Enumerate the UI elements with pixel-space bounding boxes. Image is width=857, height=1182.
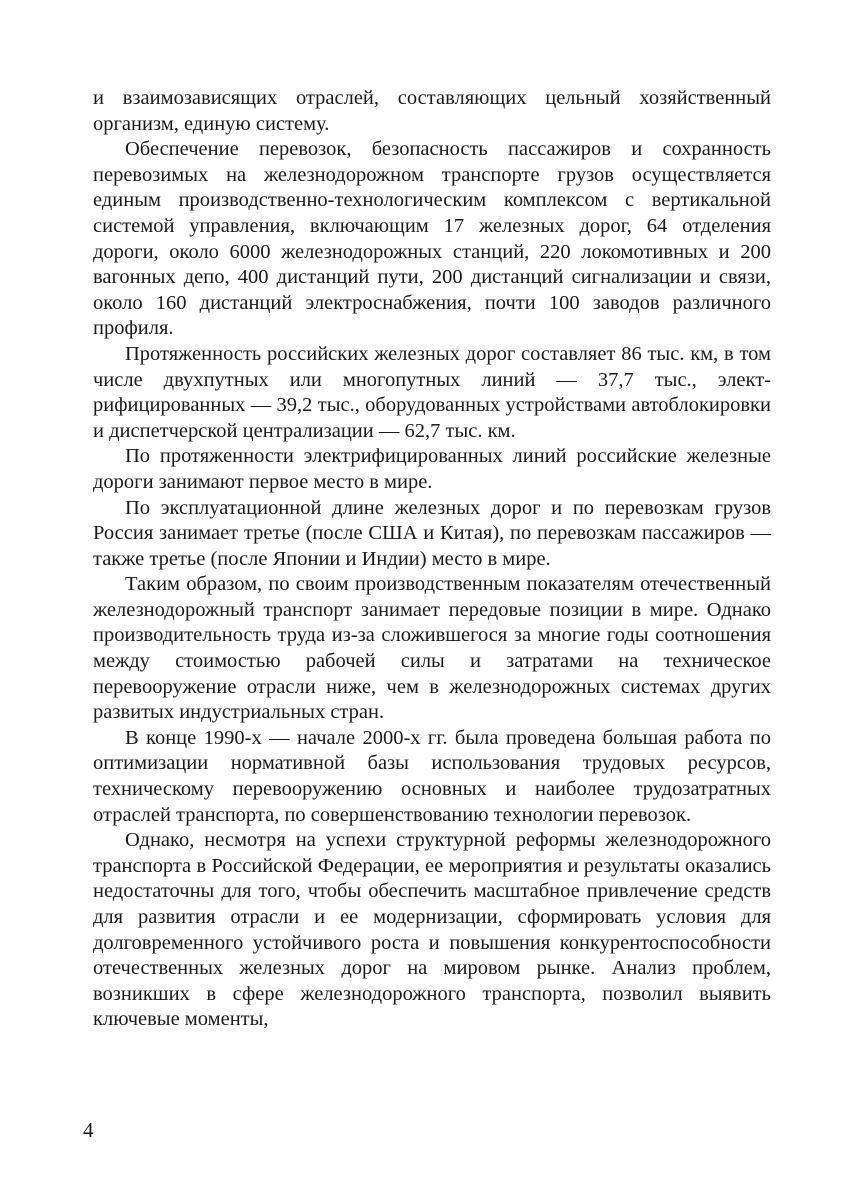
paragraph-continuation: и взаимозависящих отраслей, составляющих цельный хозяйственный организм, единую систему. <box>93 87 771 135</box>
paragraph-reform-results: Однако, несмотря на успехи структурной реформы железнодорожного транспорта в Российской Федерации, ее мероприятия и результаты оказались недостаточны для того, чтобы обеспечить масштабное привлечение средств для развития отрасли и ее модернизации, сформировать условия для долговременного устойчивого роста и повышения конкурентоспособности отечественных железных дорог на мировом рынке. Анализ проблем, возникших в сфере железнодорожного транспорта, позволил выявить ключевые моменты, <box>93 829 771 1031</box>
page-number: 4 <box>83 1118 94 1142</box>
paragraph-optimization: В конце 1990-х — начале 2000-х гг. была проведена большая работа по оптимизации нормативной базы использования трудовых ресурсов, техническому перевооружению основных и наиболее трудозатратных отраслей транспорта, по совершенствованию технологии перевозок. <box>93 726 771 826</box>
paragraph-network-length: Протяженность российских железных дорог составляет 86 тыс. км, в том числе двухпутных или многопутных линий — 37,7 тыс., электрифицированных — 39,2 тыс., оборудованных устройствами автоблокировки и диспетчерской централизации — 62,7 тыс. км. <box>93 342 771 442</box>
paragraph-world-ranking: По эксплуатационной длине железных дорог и по перевозкам грузов Россия занимает третье (после США и Китая), по перевозкам пассажиров — также третье (после Японии и Индии) место в мире. <box>93 496 771 570</box>
page-body <box>93 86 771 1033</box>
paragraph-electrified-lines: По протяженности электрифицированных линий российские железные дороги занимают первое место в мире. <box>93 445 771 493</box>
paragraph-railway-complex: Обеспечение перевозок, безопасность пассажиров и сохранность перевозимых на железнодорожном транспорте грузов осуществляется единым производственно-технологическим комплексом с вертикальной системой управления, включающим 17 железных дорог, 64 отделения дороги, около 6000 железнодорожных станций, 220 локомотивных и 200 вагонных депо, 400 дистанций пути, 200 дистанций сигнализации и связи, около 160 дистанций электроснабжения, почти 100 заводов различного профиля. <box>93 138 771 340</box>
paragraph-productivity: Таким образом, по своим производственным показателям отечественный железнодорожный транспорт занимает передовые позиции в мире. Однако производительность труда из-за сложившегося за многие годы соотношения между стоимостью рабочей силы и затратами на техническое перевооружение отрасли ниже, чем в железнодорожных системах других развитых индустриальных стран. <box>93 573 771 724</box>
